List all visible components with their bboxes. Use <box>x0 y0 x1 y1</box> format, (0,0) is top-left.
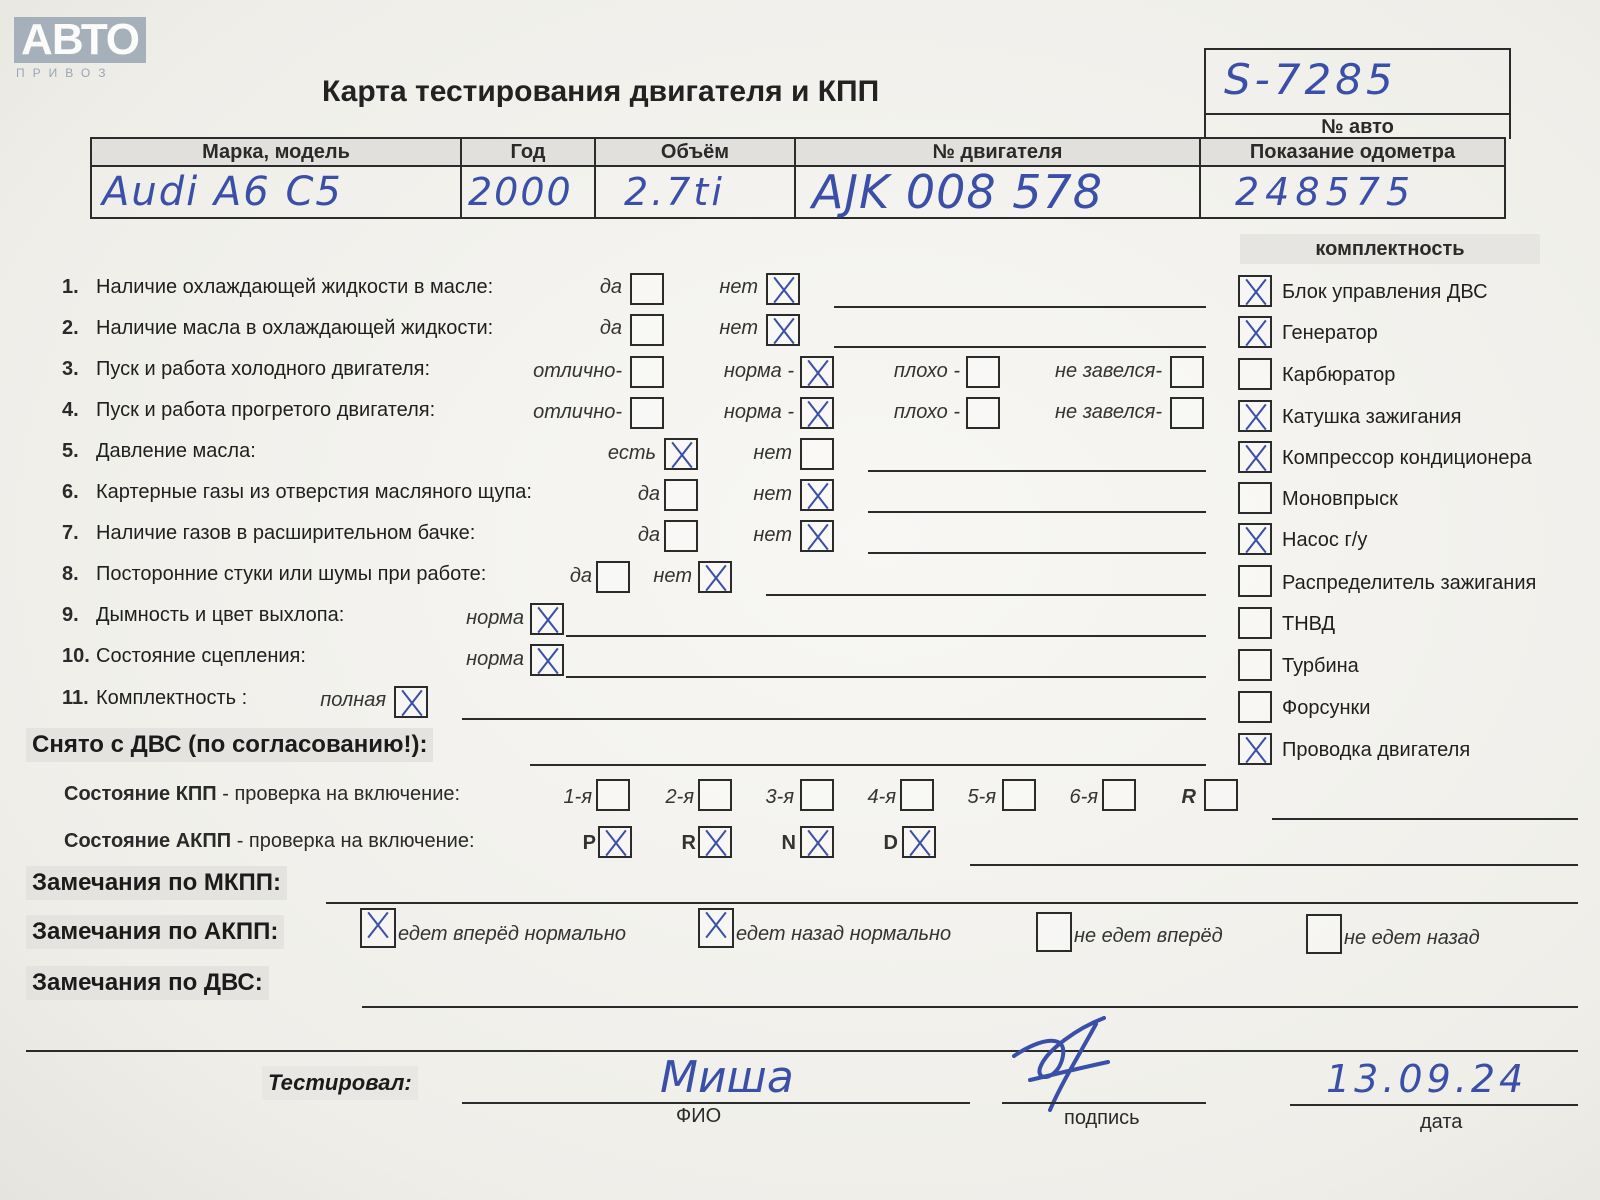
row-3-label: Пуск и работа холодного двигателя: <box>96 358 431 380</box>
row-5-opt-no: нет <box>753 442 792 464</box>
row-6-opt-net: нет <box>753 483 792 505</box>
akpp-label <box>64 828 475 854</box>
row-2-opt-da: да <box>599 317 622 339</box>
akpp-no-forward-checkbox[interactable] <box>1036 912 1072 952</box>
fio-value: Миша <box>660 1052 794 1103</box>
row-4-checkbox-bad[interactable] <box>966 397 1000 429</box>
row-5-notes-line <box>868 470 1206 472</box>
akpp-backward-ok-label: едет назад нормально <box>736 923 952 945</box>
akpp-label-rest: - проверка на включение: <box>231 830 475 852</box>
row-6-opt-da: да <box>637 483 660 505</box>
dvs-remarks-label: Замечания по ДВС: <box>26 966 269 1000</box>
row-3-opt-bad: плохо - <box>893 360 960 382</box>
row-2-checkbox-da[interactable] <box>630 314 664 346</box>
auto-number-value: S-7285 <box>1224 55 1397 104</box>
row-2-number: 2. <box>62 317 79 339</box>
compl-turbine-checkbox[interactable] <box>1238 649 1272 681</box>
row-7-notes-line <box>868 552 1206 554</box>
col-volume-label: Объём <box>595 138 795 166</box>
row-1-number: 1. <box>62 276 79 298</box>
make-model-value: Audi A6 C5 <box>102 169 343 215</box>
row-7-number: 7. <box>62 522 79 544</box>
compl-ecu-checkbox[interactable] <box>1238 275 1272 307</box>
row-3-number: 3. <box>62 358 79 380</box>
row-11-label: Комплектность : <box>96 687 248 709</box>
row-1-checkbox-net[interactable] <box>766 273 800 305</box>
odometer-value: 248575 <box>1235 170 1417 214</box>
row-9-number: 9. <box>62 604 79 626</box>
row-6-number: 6. <box>62 481 79 503</box>
page-title: Карта тестирования двигателя и КПП <box>322 75 880 108</box>
compl-injectors-checkbox[interactable] <box>1238 691 1272 723</box>
row-1-checkbox-da[interactable] <box>630 273 664 305</box>
compl-tnvd-checkbox[interactable] <box>1238 607 1272 639</box>
col-odometer-label: Показание одометра <box>1200 138 1505 166</box>
kpp-gear-2-label: 2-я <box>665 786 694 808</box>
mkpp-remarks-line <box>326 902 1578 904</box>
akpp-d-label: D <box>883 832 898 854</box>
col-engine-number-label: № двигателя <box>795 138 1200 166</box>
kpp-gear-r-checkbox[interactable] <box>1204 779 1238 811</box>
compl-ac-compressor-label: Компрессор кондиционера <box>1282 447 1532 469</box>
row-4-checkbox-normal[interactable] <box>800 397 834 429</box>
kpp-label-bold: Состояние КПП <box>64 783 217 805</box>
akpp-n-label: N <box>781 832 796 854</box>
row-4-number: 4. <box>62 399 79 421</box>
auto-number-label: № авто <box>1204 113 1511 139</box>
row-3-checkbox-bad[interactable] <box>966 356 1000 388</box>
kpp-notes-line <box>1272 818 1578 820</box>
tested-by-label: Тестировал: <box>262 1066 418 1100</box>
kpp-gear-4-label: 4-я <box>867 786 896 808</box>
kpp-gear-5-checkbox[interactable] <box>1002 779 1036 811</box>
compl-carburetor-checkbox[interactable] <box>1238 358 1272 390</box>
row-5-number: 5. <box>62 440 79 462</box>
row-2-checkbox-net[interactable] <box>766 314 800 346</box>
row-2-notes-line <box>834 346 1206 348</box>
row-10-opt-normal: норма <box>466 648 524 670</box>
row-4-opt-excellent: отлично- <box>533 401 622 423</box>
row-7-opt-net: нет <box>753 524 792 546</box>
logo-subtitle: ПРИВОЗ <box>16 66 114 80</box>
compl-tnvd-label: ТНВД <box>1282 613 1336 635</box>
row-6-label: Картерные газы из отверстия масляного щупа: <box>96 481 532 503</box>
row-11-notes-line <box>462 718 1206 720</box>
row-4-checkbox-excellent[interactable] <box>630 397 664 429</box>
row-6-checkbox-da[interactable] <box>664 479 698 511</box>
fio-caption: ФИО <box>676 1105 722 1127</box>
compl-engine-wiring-checkbox[interactable] <box>1238 733 1272 765</box>
engine-number-value: AJK 008 578 <box>812 165 1104 219</box>
kpp-gear-6-checkbox[interactable] <box>1102 779 1136 811</box>
header-label-row <box>91 138 1505 166</box>
akpp-r-checkbox[interactable] <box>698 826 732 858</box>
row-8-checkbox-net[interactable] <box>698 561 732 593</box>
row-2-label: Наличие масла в охлаждающей жидкости: <box>96 317 494 339</box>
row-4-opt-normal: норма - <box>723 401 794 423</box>
compl-ignition-coil-checkbox[interactable] <box>1238 400 1272 432</box>
akpp-no-forward-label: не едет вперёд <box>1074 925 1223 947</box>
mkpp-remarks-label: Замечания по МКПП: <box>26 866 287 900</box>
row-7-label: Наличие газов в расширительном бачке: <box>96 522 476 544</box>
compl-mono-injection-checkbox[interactable] <box>1238 482 1272 514</box>
kpp-gear-r-label: R <box>1181 786 1196 808</box>
akpp-label-bold: Состояние АКПП <box>64 830 232 852</box>
completeness-title: комплектность <box>1240 234 1540 264</box>
row-7-checkbox-net[interactable] <box>800 520 834 552</box>
row-9-label: Дымность и цвет выхлопа: <box>96 604 345 626</box>
row-9-notes-line <box>566 635 1206 637</box>
kpp-label <box>64 781 460 807</box>
kpp-gear-4-checkbox[interactable] <box>900 779 934 811</box>
row-10-notes-line <box>566 676 1206 678</box>
akpp-no-backward-label: не едет назад <box>1344 927 1480 949</box>
row-4-checkbox-no-start[interactable] <box>1170 397 1204 429</box>
row-3-checkbox-normal[interactable] <box>800 356 834 388</box>
row-11-opt-full: полная <box>320 689 386 711</box>
compl-turbine-label: Турбина <box>1282 655 1359 677</box>
removed-notes-line <box>530 764 1206 766</box>
compl-mono-injection-label: Моновпрыск <box>1282 488 1398 510</box>
compl-distributor-label: Распределитель зажигания <box>1282 572 1537 594</box>
row-3-opt-normal: норма - <box>723 360 794 382</box>
compl-distributor-checkbox[interactable] <box>1238 565 1272 597</box>
akpp-forward-ok-label: едет вперёд нормально <box>398 923 627 945</box>
akpp-p-checkbox[interactable] <box>598 826 632 858</box>
kpp-gear-5-label: 5-я <box>967 786 996 808</box>
compl-generator-label: Генератор <box>1282 322 1378 344</box>
compl-power-steering-pump-checkbox[interactable] <box>1238 523 1272 555</box>
row-1-label: Наличие охлаждающей жидкости в масле: <box>96 276 494 298</box>
akpp-remarks-label: Замечания по АКПП: <box>26 915 284 949</box>
akpp-notes-line <box>970 864 1578 866</box>
row-4-opt-no-start: не завелся- <box>1055 401 1162 423</box>
row-9-opt-normal: норма <box>466 607 524 629</box>
row-6-notes-line <box>868 511 1206 513</box>
row-7-checkbox-da[interactable] <box>664 520 698 552</box>
akpp-d-checkbox[interactable] <box>902 826 936 858</box>
row-2-opt-net: нет <box>719 317 758 339</box>
compl-engine-wiring-label: Проводка двигателя <box>1282 739 1471 761</box>
compl-power-steering-pump-label: Насос г/у <box>1282 529 1368 551</box>
row-10-checkbox-normal[interactable] <box>530 644 564 676</box>
date-value: 13.09.24 <box>1326 1057 1528 1101</box>
row-6-checkbox-net[interactable] <box>800 479 834 511</box>
row-1-opt-net: нет <box>719 276 758 298</box>
kpp-gear-3-checkbox[interactable] <box>800 779 834 811</box>
row-4-label: Пуск и работа прогретого двигателя: <box>96 399 436 421</box>
row-3-checkbox-excellent[interactable] <box>630 356 664 388</box>
compl-ac-compressor-checkbox[interactable] <box>1238 441 1272 473</box>
date-line <box>1290 1104 1578 1106</box>
row-1-opt-da: да <box>599 276 622 298</box>
akpp-n-checkbox[interactable] <box>800 826 834 858</box>
removed-section-label: Снято с ДВС (по согласованию!): <box>26 728 433 762</box>
auto-number-box <box>1204 48 1511 113</box>
row-5-checkbox-yes[interactable] <box>664 438 698 470</box>
row-8-label: Посторонние стуки или шумы при работе: <box>96 563 487 585</box>
vehicle-header-table <box>90 137 1506 219</box>
akpp-forward-ok-checkbox[interactable] <box>360 908 396 948</box>
header-value-row <box>91 166 1505 218</box>
col-year-label: Год <box>461 138 595 166</box>
akpp-backward-ok-checkbox[interactable] <box>698 908 734 948</box>
kpp-gear-3-label: 3-я <box>765 786 794 808</box>
compl-injectors-label: Форсунки <box>1282 697 1371 719</box>
row-8-opt-net: нет <box>653 565 692 587</box>
row-5-label: Давление масла: <box>96 440 256 462</box>
signature-stroke <box>1014 1018 1108 1110</box>
dvs-remarks-line <box>362 1006 1578 1008</box>
row-3-opt-excellent: отлично- <box>533 360 622 382</box>
date-caption: дата <box>1420 1111 1463 1133</box>
row-8-number: 8. <box>62 563 79 585</box>
volume-value: 2.7ti <box>624 170 725 214</box>
row-11-number: 11. <box>62 687 89 709</box>
row-8-checkbox-da[interactable] <box>596 561 630 593</box>
akpp-p-label: P <box>582 832 596 854</box>
row-5-checkbox-no[interactable] <box>800 438 834 470</box>
row-11-checkbox-full[interactable] <box>394 686 428 718</box>
compl-ecu-label: Блок управления ДВС <box>1282 281 1488 303</box>
kpp-label-rest: - проверка на включение: <box>216 783 461 805</box>
kpp-gear-2-checkbox[interactable] <box>698 779 732 811</box>
kpp-gear-1-checkbox[interactable] <box>596 779 630 811</box>
akpp-r-label: R <box>681 832 696 854</box>
row-9-checkbox-normal[interactable] <box>530 603 564 635</box>
row-8-opt-da: да <box>569 565 592 587</box>
row-7-opt-da: да <box>637 524 660 546</box>
year-value: 2000 <box>468 170 573 214</box>
row-4-opt-bad: плохо - <box>893 401 960 423</box>
signature-line <box>1002 1102 1206 1104</box>
signature-caption: подпись <box>1064 1107 1140 1129</box>
row-10-number: 10. <box>62 645 90 667</box>
row-3-opt-no-start: не завелся- <box>1055 360 1162 382</box>
col-make-label: Марка, модель <box>91 138 461 166</box>
row-5-opt-yes: есть <box>607 442 656 464</box>
dvs-remarks-line-2 <box>26 1050 1578 1052</box>
compl-ignition-coil-label: Катушка зажигания <box>1282 406 1462 428</box>
row-3-checkbox-no-start[interactable] <box>1170 356 1204 388</box>
compl-generator-checkbox[interactable] <box>1238 316 1272 348</box>
row-10-label: Состояние сцепления: <box>96 645 306 667</box>
row-1-notes-line <box>834 306 1206 308</box>
row-8-notes-line <box>766 594 1206 596</box>
compl-carburetor-label: Карбюратор <box>1282 364 1396 386</box>
akpp-no-backward-checkbox[interactable] <box>1306 914 1342 954</box>
logo: АВТО <box>14 17 146 63</box>
kpp-gear-6-label: 6-я <box>1069 786 1098 808</box>
kpp-gear-1-label: 1-я <box>563 786 592 808</box>
